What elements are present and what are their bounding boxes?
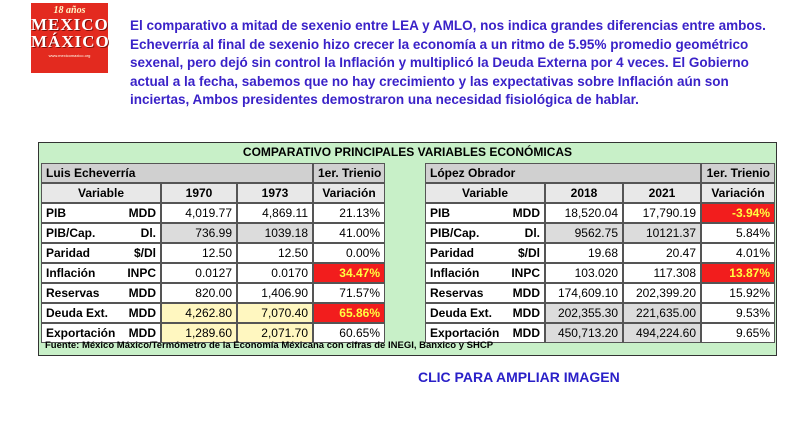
value-start: 820.00 <box>161 283 237 303</box>
table-row <box>425 263 775 283</box>
variation-value: 4.01% <box>701 243 775 263</box>
value-start: 19.68 <box>545 243 623 263</box>
variation-value: 15.92% <box>701 283 775 303</box>
table-row <box>41 223 385 243</box>
value-start: 1,289.60 <box>161 323 237 343</box>
variation-value: 9.53% <box>701 303 775 323</box>
value-start: 9562.75 <box>545 223 623 243</box>
president-name: Luis Echeverría <box>41 163 313 183</box>
period-label: 1er. Trienio <box>313 163 385 183</box>
column-header: Variable <box>425 183 545 203</box>
logo-name-top: MEXICO <box>31 15 109 34</box>
value-start: 736.99 <box>161 223 237 243</box>
table-title: COMPARATIVO PRINCIPALES VARIABLES ECONÓMICAS <box>242 145 573 159</box>
logo <box>31 3 108 73</box>
value-end: 202,399.20 <box>623 283 701 303</box>
value-end: 10121.37 <box>623 223 701 243</box>
value-start: 4,019.77 <box>161 203 237 223</box>
value-end: 494,224.60 <box>623 323 701 343</box>
value-end: 2,071.70 <box>237 323 313 343</box>
value-end: 0.0170 <box>237 263 313 283</box>
unit-label: Dl. <box>140 226 156 240</box>
table-row <box>41 263 385 283</box>
variation-value: 41.00% <box>313 223 385 243</box>
value-end: 12.50 <box>237 243 313 263</box>
president-row <box>425 163 775 183</box>
table-row <box>41 283 385 303</box>
column-header: 1970 <box>161 183 237 203</box>
comparison-table <box>38 142 777 356</box>
table-row <box>425 223 775 243</box>
variable-label: Exportación MDD <box>425 323 545 343</box>
value-end: 4,869.11 <box>237 203 313 223</box>
variable-label: PIB MDD <box>425 203 545 223</box>
logo-name-bottom: MÁXICO <box>31 32 110 51</box>
value-end: 1,406.90 <box>237 283 313 303</box>
variable-label: Paridad $/Dl <box>425 243 545 263</box>
value-start: 174,609.10 <box>545 283 623 303</box>
column-header: 2018 <box>545 183 623 203</box>
value-start: 103.020 <box>545 263 623 283</box>
value-end: 17,790.19 <box>623 203 701 223</box>
variable-label: PIB/Cap. Dl. <box>425 223 545 243</box>
variation-value: 21.13% <box>313 203 385 223</box>
value-start: 18,520.04 <box>545 203 623 223</box>
unit-label: $/Dl <box>133 246 156 260</box>
variable-label: Exportación MDD <box>41 323 161 343</box>
value-end: 221,635.00 <box>623 303 701 323</box>
value-start: 450,713.20 <box>545 323 623 343</box>
unit-label: MDD <box>128 306 156 320</box>
unit-label: INPC <box>127 266 156 280</box>
column-header: Variable <box>41 183 161 203</box>
header-row <box>41 183 385 203</box>
value-start: 0.0127 <box>161 263 237 283</box>
unit-label: Dl. <box>524 226 540 240</box>
variation-value: 60.65% <box>313 323 385 343</box>
variation-value: 65.86% <box>313 303 385 323</box>
table-row <box>425 283 775 303</box>
unit-label: MDD <box>512 286 540 300</box>
logo-years: 18 años <box>53 5 86 16</box>
unit-label: MDD <box>512 326 540 340</box>
table-row <box>41 303 385 323</box>
variable-label: Deuda Ext. MDD <box>41 303 161 323</box>
source-note: Fuente: México Máxico/Termómetro de la Economía Méxicana con cifras de INEGI, Banxico y SHCP <box>45 340 494 351</box>
variation-value: 13.87% <box>701 263 775 283</box>
unit-label: MDD <box>512 206 540 220</box>
table-row <box>425 203 775 223</box>
variation-value: 34.47% <box>313 263 385 283</box>
variable-label: PIB MDD <box>41 203 161 223</box>
intro-paragraph: El comparativo a mitad de sexenio entre LEA y AMLO, nos indica grandes diferencias entre ambos. Echeverría al final de sexenio hizo crecer la economía a un ritmo de 5.95% promedio geométrico sexenal, pero dejó sin control la Inflación y multiplicó la Deuda Externa por 4 veces. El Gobierno actual a la fecha, sabemos que no hay crecimiento y las expectativas sobre Inflación aún son inciertas, Ambos presidentes demostraron una necesidad fisiológica de hablar. <box>130 18 766 107</box>
logo-tagline: www.mexicomaxico.org <box>48 53 91 58</box>
value-start: 202,355.30 <box>545 303 623 323</box>
period-label: 1er. Trienio <box>701 163 775 183</box>
variable-label: Reservas MDD <box>425 283 545 303</box>
unit-label: MDD <box>512 306 540 320</box>
header-row <box>425 183 775 203</box>
unit-label: MDD <box>128 286 156 300</box>
variation-value: 9.65% <box>701 323 775 343</box>
variation-value: 0.00% <box>313 243 385 263</box>
column-header: 2021 <box>623 183 701 203</box>
value-end: 7,070.40 <box>237 303 313 323</box>
value-end: 1039.18 <box>237 223 313 243</box>
variation-value: 71.57% <box>313 283 385 303</box>
column-header: 1973 <box>237 183 313 203</box>
variation-value: 5.84% <box>701 223 775 243</box>
unit-label: $/Dl <box>517 246 540 260</box>
variable-label: Inflación INPC <box>41 263 161 283</box>
unit-label: MDD <box>128 326 156 340</box>
value-start: 12.50 <box>161 243 237 263</box>
variable-label: Inflación INPC <box>425 263 545 283</box>
unit-label: MDD <box>128 206 156 220</box>
table-row <box>41 243 385 263</box>
column-header: Variación <box>701 183 775 203</box>
table-row <box>425 303 775 323</box>
table-row <box>425 243 775 263</box>
table-row <box>41 203 385 223</box>
value-end: 117.308 <box>623 263 701 283</box>
value-end: 20.47 <box>623 243 701 263</box>
unit-label: INPC <box>511 266 540 280</box>
variable-label: Deuda Ext. MDD <box>425 303 545 323</box>
variation-value: -3.94% <box>701 203 775 223</box>
enlarge-image-link[interactable]: CLIC PARA AMPLIAR IMAGEN <box>418 369 620 385</box>
variable-label: PIB/Cap. Dl. <box>41 223 161 243</box>
variable-label: Paridad $/Dl <box>41 243 161 263</box>
value-start: 4,262.80 <box>161 303 237 323</box>
president-name: López Obrador <box>425 163 701 183</box>
variable-label: Reservas MDD <box>41 283 161 303</box>
president-row <box>41 163 385 183</box>
column-header: Variación <box>313 183 385 203</box>
